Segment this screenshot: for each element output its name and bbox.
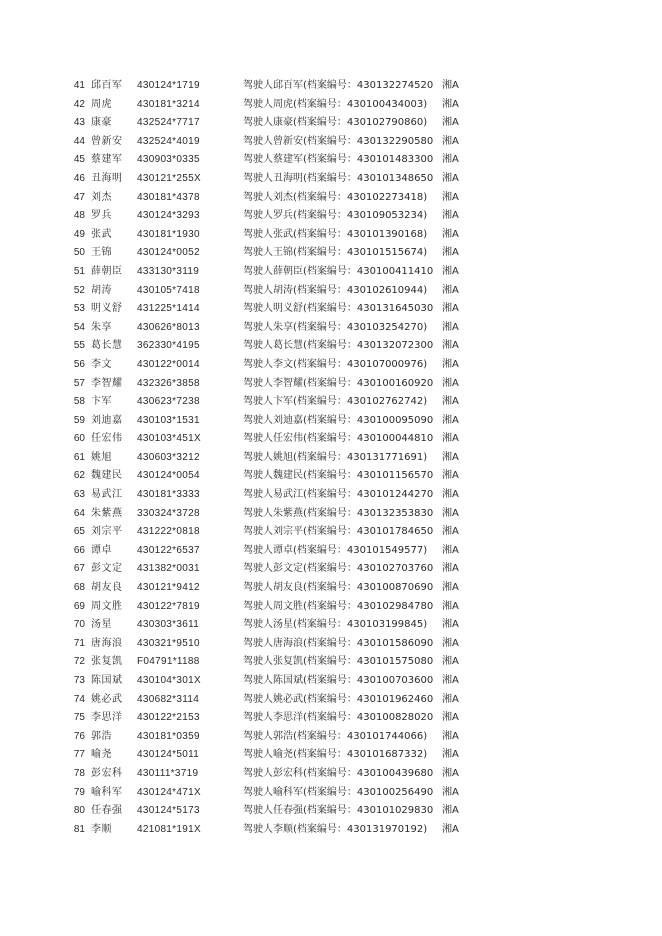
driver-name: 邱百军 [91, 80, 123, 91]
plate-prefix: 湘A [442, 544, 459, 556]
table-row [0, 728, 662, 747]
table-row [0, 691, 662, 710]
id-number: 430105*7418 [137, 284, 200, 296]
row-number: 61 [73, 451, 85, 463]
row-number: 45 [73, 154, 85, 166]
plate-prefix: 湘A [442, 210, 459, 222]
plate-prefix: 湘A [442, 786, 459, 798]
row-number: 74 [73, 693, 85, 705]
record-description: 驾驶人刘杰(档案编号：430102273418) [243, 191, 428, 203]
plate-prefix: 湘A [442, 712, 459, 724]
id-number: 430623*7238 [137, 396, 200, 408]
table-row [0, 486, 662, 505]
row-number: 44 [73, 135, 85, 147]
record-description: 驾驶人任宏伟(档案编号：430100044810 [243, 433, 434, 445]
row-number: 42 [73, 98, 85, 110]
driver-name: 胡友良 [91, 582, 123, 594]
table-row [0, 430, 662, 449]
record-description: 驾驶人张复凯(档案编号：430101575080 [243, 656, 434, 668]
driver-name: 周文胜 [91, 600, 123, 612]
record-description: 驾驶人王锦(档案编号：430101515674) [243, 247, 428, 259]
driver-name: 张复凯 [91, 656, 123, 668]
row-number: 51 [73, 265, 85, 277]
driver-name: 喻科军 [91, 786, 123, 798]
row-number: 58 [73, 396, 85, 408]
table-row [0, 207, 662, 226]
row-number: 73 [73, 675, 85, 686]
row-number: 70 [73, 619, 85, 631]
table-row [0, 375, 662, 394]
driver-name: 康豪 [91, 117, 112, 129]
driver-name: 蔡建军 [91, 154, 123, 166]
id-number: 430124*1719 [137, 80, 200, 91]
driver-name: 姚必武 [91, 693, 123, 705]
row-number: 77 [73, 749, 85, 761]
id-number: 433130*3119 [137, 265, 200, 277]
row-number: 72 [73, 656, 85, 668]
record-description: 驾驶人李智耀(档案编号：430100160920 [243, 377, 434, 389]
id-number: 430121*255X [137, 172, 201, 184]
plate-prefix: 湘A [442, 358, 459, 370]
driver-name: 李智耀 [91, 377, 123, 389]
plate-prefix: 湘A [442, 414, 459, 426]
record-description: 驾驶人汤星(档案编号：430103199845) [243, 619, 428, 631]
id-number: 430124*3293 [137, 210, 200, 222]
record-description: 驾驶人喻尧(档案编号：430101687332) [243, 749, 428, 761]
plate-prefix: 湘A [442, 135, 459, 147]
record-description: 驾驶人刘迪嘉(档案编号：430100095090 [243, 414, 434, 426]
plate-prefix: 湘A [442, 563, 459, 575]
row-number: 43 [73, 117, 85, 129]
table-row [0, 598, 662, 617]
id-number: 430303*3611 [137, 619, 200, 631]
row-number: 60 [73, 433, 85, 445]
table-row [0, 412, 662, 431]
record-description: 驾驶人姚必武(档案编号：430101962460 [243, 693, 434, 705]
plate-prefix: 湘A [442, 749, 459, 761]
row-number: 79 [73, 786, 85, 798]
driver-name: 刘杰 [91, 191, 112, 203]
record-description: 驾驶人任春强(档案编号：430101029830 [243, 805, 434, 817]
plate-prefix: 湘A [442, 526, 459, 538]
table-row [0, 765, 662, 784]
record-description: 驾驶人周文胜(档案编号：430102984780 [243, 600, 434, 612]
row-number: 80 [73, 805, 85, 817]
table-row [0, 672, 662, 691]
record-description: 驾驶人郭浩(档案编号：430101744066) [243, 730, 428, 742]
id-number: 430103*1531 [137, 414, 200, 426]
id-number: 432524*7717 [137, 117, 200, 129]
table-row [0, 560, 662, 579]
record-description: 驾驶人张武(档案编号：430101390168) [243, 228, 428, 240]
id-number: 430124*471X [137, 786, 201, 798]
table-row [0, 133, 662, 152]
table-row [0, 523, 662, 542]
record-description: 驾驶人胡友良(档案编号：430100870690 [243, 582, 434, 594]
driver-name: 李文 [91, 358, 112, 370]
table-row [0, 821, 662, 840]
record-description: 驾驶人彭宏科(档案编号：430100439680 [243, 767, 434, 779]
driver-name: 姚旭 [91, 451, 112, 463]
plate-prefix: 湘A [442, 451, 459, 463]
table-row [0, 802, 662, 821]
plate-prefix: 湘A [442, 265, 459, 277]
table-row [0, 579, 662, 598]
driver-name: 葛长慧 [91, 340, 123, 352]
row-number: 81 [73, 823, 85, 835]
table-row [0, 151, 662, 170]
row-number: 59 [73, 414, 85, 426]
row-number: 75 [73, 712, 85, 724]
driver-name: 刘迪嘉 [91, 414, 123, 426]
plate-prefix: 湘A [442, 172, 459, 184]
record-description: 驾驶人朱享(档案编号：430103254270) [243, 321, 428, 333]
table-row [0, 114, 662, 133]
plate-prefix: 湘A [442, 303, 459, 315]
record-description: 驾驶人唐海浪(档案编号：430101586090 [243, 637, 434, 649]
driver-name: 唐海浪 [91, 637, 123, 649]
id-number: 430111*3719 [137, 767, 199, 779]
plate-prefix: 湘A [442, 377, 459, 389]
row-number: 78 [73, 767, 85, 779]
plate-prefix: 湘A [442, 117, 459, 129]
row-number: 62 [73, 470, 85, 482]
id-number: 430626*8013 [137, 321, 200, 333]
record-description: 驾驶人谭卓(档案编号：430101549577) [243, 544, 428, 556]
driver-name: 薛朝臣 [91, 265, 123, 277]
id-number: 430122*0014 [137, 358, 200, 370]
driver-name: 刘宗平 [91, 526, 123, 538]
id-number: 430122*2153 [137, 712, 200, 724]
id-number: 430122*6537 [137, 544, 200, 556]
table-row [0, 337, 662, 356]
record-description: 驾驶人姚旭(档案编号：430131771691) [243, 451, 428, 463]
table-row [0, 244, 662, 263]
plate-prefix: 湘A [442, 396, 459, 408]
driver-name: 卞军 [91, 396, 112, 408]
id-number: F04791*1188 [137, 656, 200, 668]
id-number: 432326*3858 [137, 377, 200, 389]
plate-prefix: 湘A [442, 340, 459, 352]
table-row [0, 616, 662, 635]
driver-name: 谭卓 [91, 544, 112, 556]
plate-prefix: 湘A [442, 191, 459, 203]
record-description: 驾驶人康豪(档案编号：430102790860) [243, 117, 428, 129]
plate-prefix: 湘A [442, 823, 459, 835]
row-number: 52 [73, 284, 85, 296]
record-description: 驾驶人彭文定(档案编号：430102703760 [243, 563, 434, 575]
record-description: 驾驶人丑海明(档案编号：430101348650 [243, 172, 434, 184]
table-row [0, 784, 662, 803]
row-number: 65 [73, 526, 85, 538]
table-row [0, 505, 662, 524]
table-row [0, 226, 662, 245]
driver-name: 朱享 [91, 321, 112, 333]
driver-name: 彭宏科 [91, 767, 123, 779]
id-number: 431225*1414 [137, 303, 200, 315]
driver-name: 胡涛 [91, 284, 112, 296]
table-row [0, 319, 662, 338]
table-row [0, 653, 662, 672]
id-number: 430321*9510 [137, 637, 200, 649]
table-row [0, 542, 662, 561]
record-description: 驾驶人李顺(档案编号：430131970192) [243, 823, 428, 835]
record-description: 驾驶人胡涛(档案编号：430102610944) [243, 284, 428, 296]
id-number: 430124*0052 [137, 247, 200, 259]
record-description: 驾驶人李文(档案编号：430107000976) [243, 358, 428, 370]
record-description: 驾驶人明义舒(档案编号：430131645030 [243, 303, 434, 315]
id-number: 330324*3728 [137, 507, 200, 519]
record-description: 驾驶人刘宗平(档案编号：430101784650 [243, 526, 434, 538]
plate-prefix: 湘A [442, 507, 459, 519]
id-number: 431382*0031 [137, 563, 200, 575]
row-number: 63 [73, 489, 85, 501]
plate-prefix: 湘A [442, 656, 459, 668]
table-row [0, 635, 662, 654]
table-row [0, 393, 662, 412]
id-number: 431222*0818 [137, 526, 200, 538]
row-number: 48 [73, 210, 85, 222]
record-description: 驾驶人薛朝臣(档案编号：430100411410 [243, 265, 434, 277]
table-row [0, 709, 662, 728]
plate-prefix: 湘A [442, 80, 459, 91]
record-description: 驾驶人朱紫燕(档案编号：430132353830 [243, 507, 434, 519]
row-number: 68 [73, 582, 85, 594]
id-number: 430181*0359 [137, 730, 200, 742]
record-description: 驾驶人邱百军(档案编号：430132274520 [243, 80, 434, 91]
id-number: 432524*4019 [137, 135, 200, 147]
table-row [0, 189, 662, 208]
plate-prefix: 湘A [442, 767, 459, 779]
table-row [0, 467, 662, 486]
table-row [0, 746, 662, 765]
row-number: 71 [73, 637, 85, 649]
row-number: 69 [73, 600, 85, 612]
row-number: 57 [73, 377, 85, 389]
driver-name: 任宏伟 [91, 433, 123, 445]
row-number: 54 [73, 321, 85, 333]
row-number: 41 [73, 80, 85, 91]
table-row [0, 96, 662, 115]
row-number: 49 [73, 228, 85, 240]
plate-prefix: 湘A [442, 228, 459, 240]
driver-name: 罗兵 [91, 210, 112, 222]
id-number: 421081*191X [137, 823, 201, 835]
record-description: 驾驶人周虎(档案编号：430100434003) [243, 98, 428, 110]
driver-name: 丑海明 [91, 172, 123, 184]
driver-name: 易武江 [91, 489, 123, 501]
plate-prefix: 湘A [442, 321, 459, 333]
plate-prefix: 湘A [442, 284, 459, 296]
driver-name: 任春强 [91, 805, 123, 817]
id-number: 430181*3214 [137, 98, 200, 110]
record-description: 驾驶人罗兵(档案编号：430109053234) [243, 210, 428, 222]
record-description: 驾驶人卞军(档案编号：430102762742) [243, 396, 428, 408]
id-number: 430104*301X [137, 675, 201, 686]
driver-name: 彭文定 [91, 563, 123, 575]
plate-prefix: 湘A [442, 247, 459, 259]
plate-prefix: 湘A [442, 637, 459, 649]
row-number: 53 [73, 303, 85, 315]
driver-name: 汤星 [91, 619, 112, 631]
record-description: 驾驶人葛长慧(档案编号：430132072300 [243, 340, 434, 352]
table-row [0, 282, 662, 301]
driver-name: 张武 [91, 228, 112, 240]
plate-prefix: 湘A [442, 582, 459, 594]
record-description: 驾驶人易武江(档案编号：430101244270 [243, 489, 434, 501]
id-number: 430181*4378 [137, 191, 200, 203]
record-description: 驾驶人陈国斌(档案编号：430100703600 [243, 675, 434, 686]
driver-name: 郭浩 [91, 730, 112, 742]
plate-prefix: 湘A [442, 805, 459, 817]
id-number: 430121*9412 [137, 582, 200, 594]
row-number: 76 [73, 730, 85, 742]
id-number: 430682*3114 [137, 693, 200, 705]
record-description: 驾驶人曾新安(档案编号：430132290580 [243, 135, 434, 147]
plate-prefix: 湘A [442, 619, 459, 631]
id-number: 430603*3212 [137, 451, 200, 463]
row-number: 47 [73, 191, 85, 203]
table-row [0, 77, 662, 96]
row-number: 56 [73, 358, 85, 370]
record-description: 驾驶人魏建民(档案编号：430101156570 [243, 470, 434, 482]
id-number: 362330*4195 [137, 340, 200, 352]
id-number: 430122*7819 [137, 600, 200, 612]
id-number: 430124*5173 [137, 805, 200, 817]
driver-name: 喻尧 [91, 749, 112, 761]
driver-name: 李顺 [91, 823, 112, 835]
row-number: 66 [73, 544, 85, 556]
id-number: 430124*0054 [137, 470, 200, 482]
plate-prefix: 湘A [442, 730, 459, 742]
driver-name: 明义舒 [91, 303, 123, 315]
table-row [0, 263, 662, 282]
record-table [0, 77, 662, 839]
plate-prefix: 湘A [442, 600, 459, 612]
row-number: 67 [73, 563, 85, 575]
driver-name: 李思洋 [91, 712, 123, 724]
plate-prefix: 湘A [442, 154, 459, 166]
driver-name: 魏建民 [91, 470, 123, 482]
record-description: 驾驶人李思洋(档案编号：430100828020 [243, 712, 434, 724]
plate-prefix: 湘A [442, 433, 459, 445]
id-number: 430181*1930 [137, 228, 200, 240]
row-number: 46 [73, 172, 85, 184]
id-number: 430181*3333 [137, 489, 200, 501]
record-description: 驾驶人喻科军(档案编号：430100256490 [243, 786, 434, 798]
row-number: 64 [73, 507, 85, 519]
driver-name: 陈国斌 [91, 675, 123, 686]
driver-name: 朱紫燕 [91, 507, 123, 519]
driver-name: 王锦 [91, 247, 112, 259]
id-number: 430124*5011 [137, 749, 200, 761]
table-row [0, 356, 662, 375]
table-row [0, 449, 662, 468]
driver-name: 周虎 [91, 98, 112, 110]
record-description: 驾驶人蔡建军(档案编号：430101483300 [243, 154, 434, 166]
id-number: 430903*0335 [137, 154, 200, 166]
plate-prefix: 湘A [442, 675, 459, 686]
table-row [0, 300, 662, 319]
driver-name: 曾新安 [91, 135, 123, 147]
row-number: 55 [73, 340, 85, 352]
plate-prefix: 湘A [442, 693, 459, 705]
row-number: 50 [73, 247, 85, 259]
table-row [0, 170, 662, 189]
plate-prefix: 湘A [442, 470, 459, 482]
id-number: 430103*451X [137, 433, 201, 445]
plate-prefix: 湘A [442, 489, 459, 501]
plate-prefix: 湘A [442, 98, 459, 110]
